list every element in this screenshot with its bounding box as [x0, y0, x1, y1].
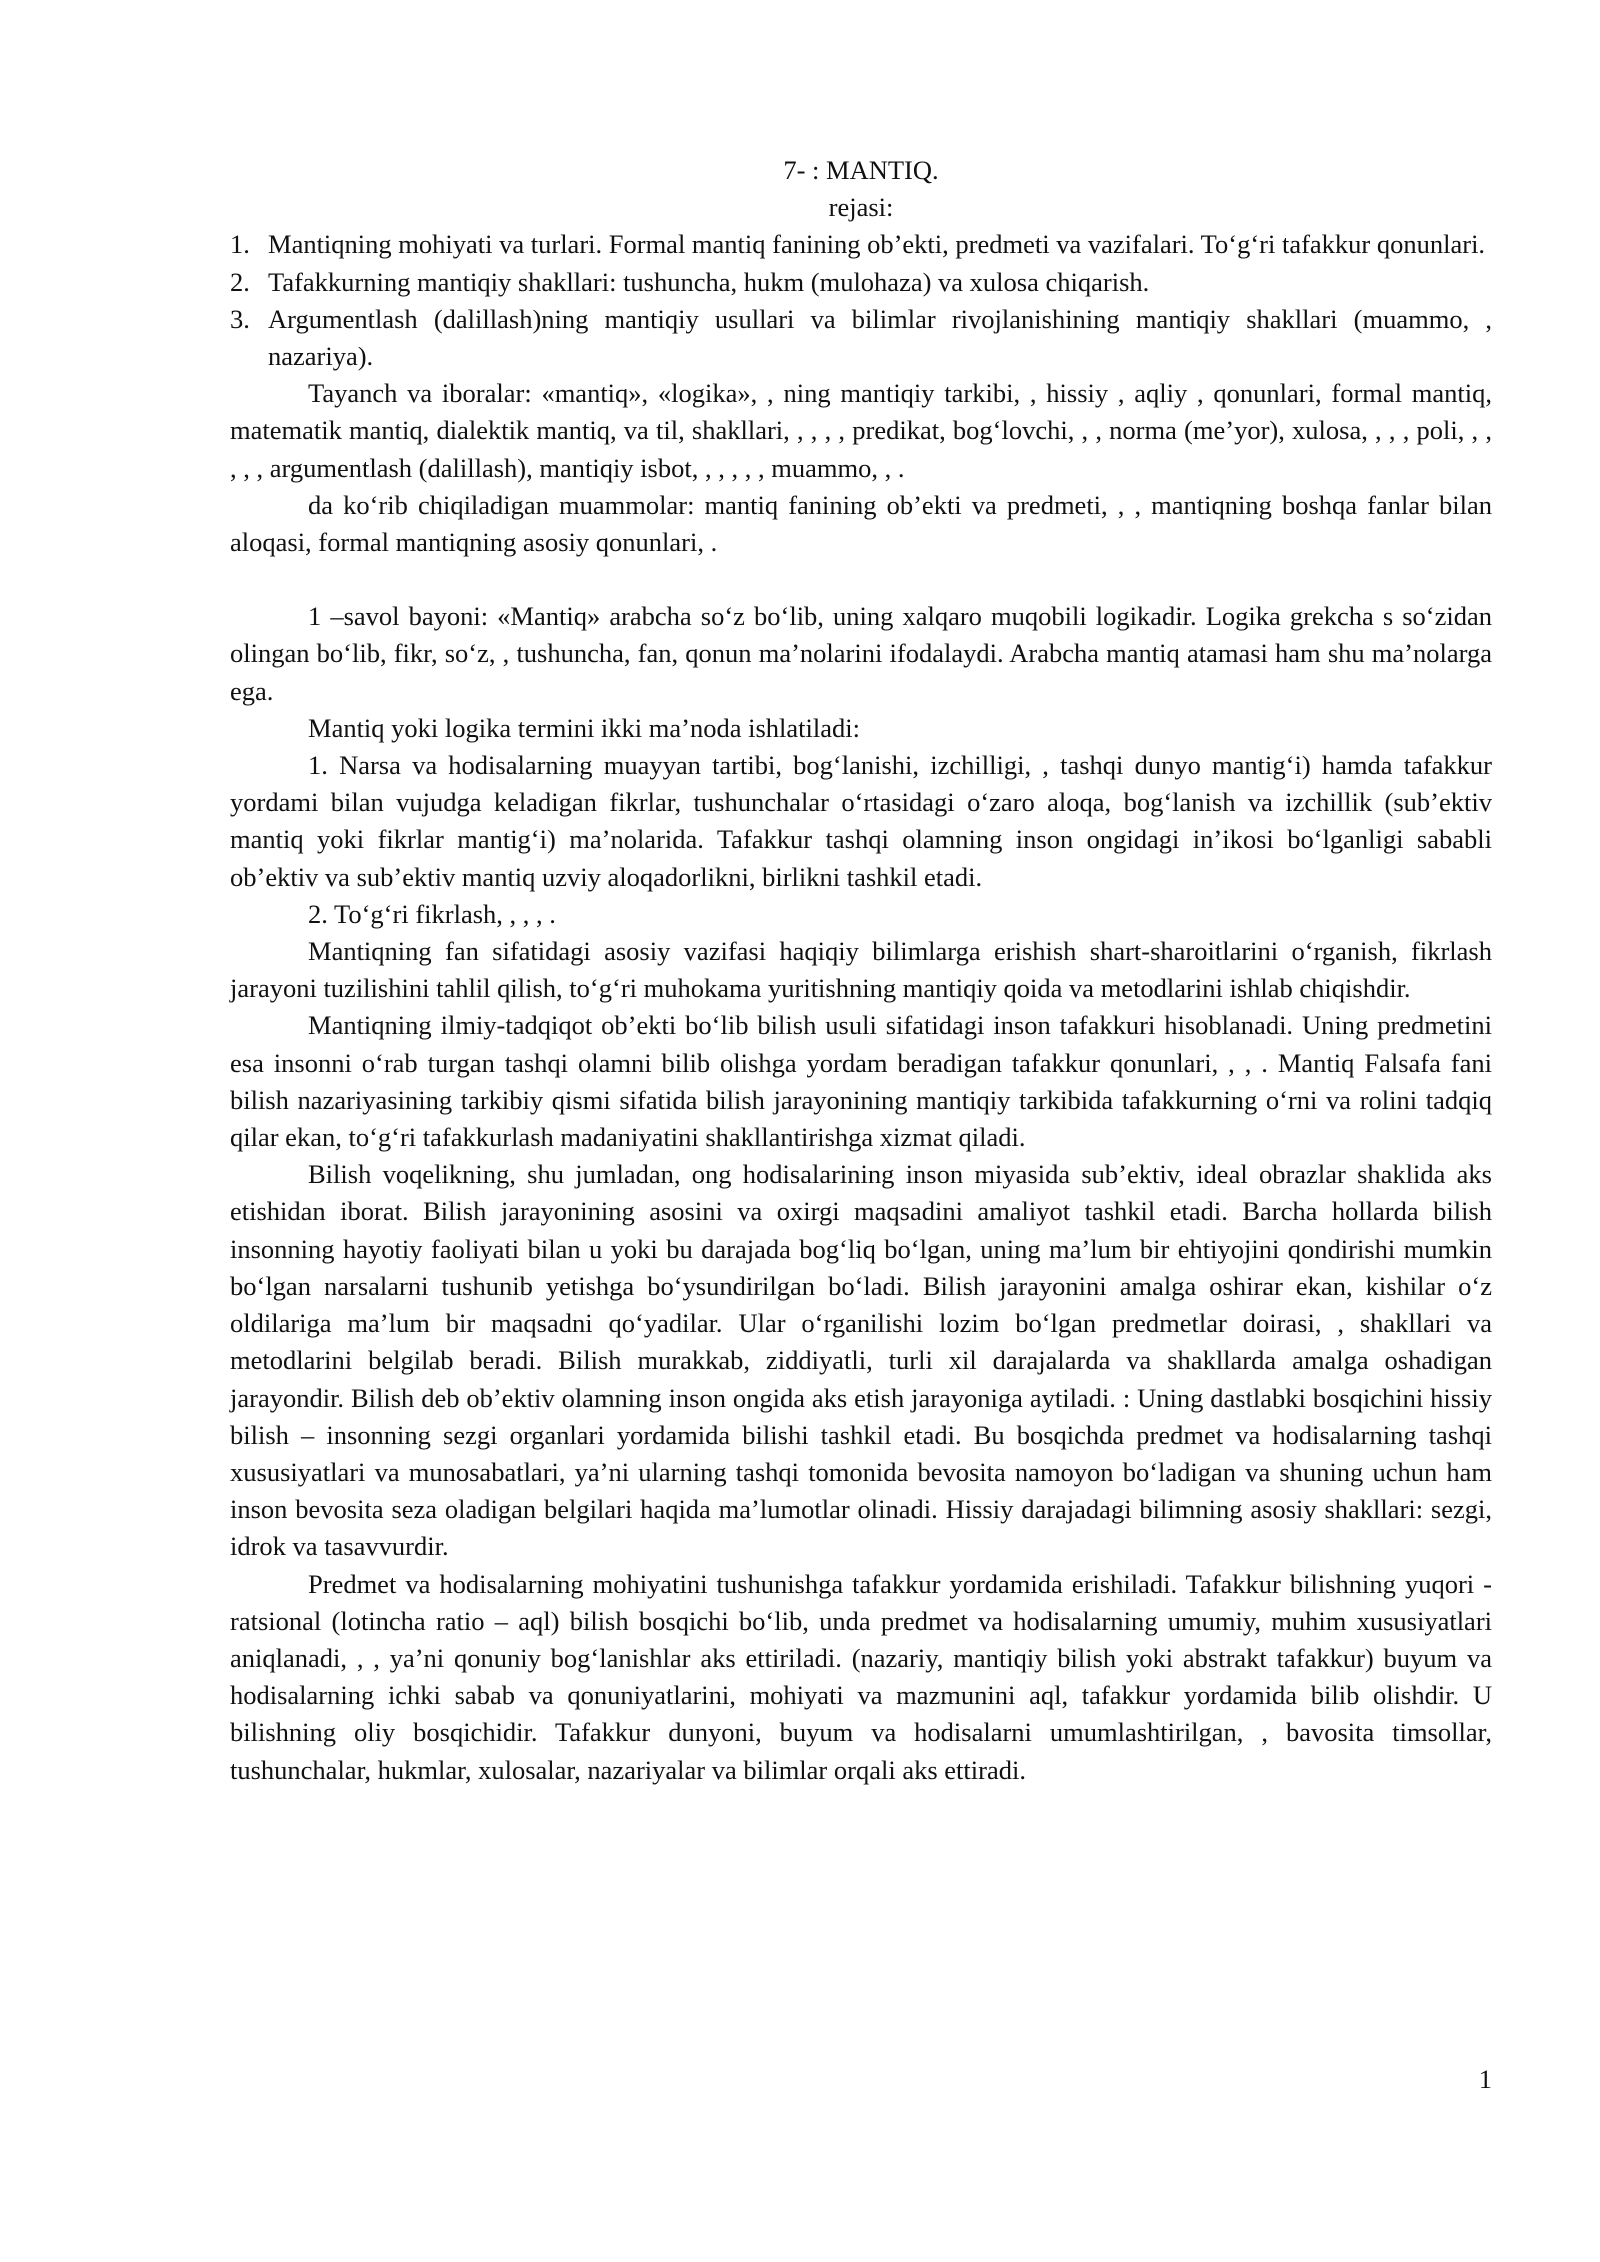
plan-item-number: 1.	[230, 229, 250, 260]
paragraph-spacer	[230, 561, 1492, 598]
plan-item-text: Mantiqning mohiyati va turlari. Formal mantiq fanining ob’ekti, predmeti va vazifalari. To‘g‘ri tafakkur qonunlari.	[268, 229, 1486, 260]
body-paragraph: 1. Narsa va hodisalarning muayyan tartibi, bog‘lanishi, izchilligi, , tashqi dunyo mantig‘i) hamda tafakkur yordami bilan vujudga keladigan fikrlar, tushunchalar o‘rtasidagi o‘zaro aloqa, bog‘lanish va izchillik (sub’ektiv mantiq yoki fikrlar mantig‘i) ma’nolarida. Tafakkur tashqi olamning inson ongidagi in’ikosi bo‘lganligi sababli ob’ektiv va sub’ektiv mantiq uzviy aloqadorlikni, birlikni tashkil etadi.	[230, 750, 1492, 892]
body-paragraph: 1 –savol bayoni: «Mantiq» arabcha so‘z bo‘lib, uning xalqaro muqobili logikadir. Logika grekcha s so‘zidan olingan bo‘lib, fikr, so‘z, , tushuncha, fan, qonun ma’nolarini ifodalaydi. Arabcha mantiq atamasi ham shu ma’nolarga ega.	[230, 601, 1492, 706]
plan-item	[230, 226, 1492, 263]
document-title: 7- : MANTIQ.	[783, 155, 939, 185]
plan-item-number: 2.	[230, 266, 250, 297]
keywords-paragraph: Tayanch va iboralar: «mantiq», «logika», , ning mantiqiy tarkibi, , hissiy , aqliy , qonunlari, formal mantiq, matematik mantiq, dialektik mantiq, va til, shakllari, , , , , predikat, bog‘lovchi, , , norma (me’yor), xulosa, , , , poli, , , , , , argumentlash (dalillash), mantiqiy isbot, , , , , , muammo, , .	[230, 378, 1492, 483]
body-paragraph: Mantiqning fan sifatidagi asosiy vazifasi haqiqiy bilimlarga erishish shart-sharoitlarini o‘rganish, fikrlash jarayoni tuzilishini tahlil qilish, to‘g‘ri muhokama yuritishning mantiqiy qoida va metodlarini ishlab chiqishdir.	[230, 936, 1492, 1004]
plan-heading: rejasi:	[828, 192, 894, 223]
body-paragraph: Mantiqning ilmiy-tadqiqot ob’ekti bo‘lib bilish usuli sifatidagi inson tafakkuri hisoblanadi. Uning predmetini esa insonni o‘rab turgan tashqi olamni bilib olishga yordam beradigan tafakkur qonunlari, , , . Mantiq Falsafa fani bilish nazariyasining tarkibiy qismi sifatida bilish jarayonining mantiqiy tarkibida tafakkurning o‘rni va rolini tadqiq qilar ekan, to‘g‘ri tafakkurlash madaniyatini shakllantirishga xizmat qiladi.	[230, 1010, 1492, 1153]
body-paragraph: Bilish voqelikning, shu jumladan, ong hodisalarining inson miyasida sub’ektiv, ideal obrazlar shaklida aks etishidan iborat. Bilish jarayonining asosini va oxirgi maqsadini amaliyot tashkil etadi. Barcha hollarda bilish insonning hayotiy faoliyati bilan u yoki bu darajada bog‘liq bo‘lgan, uning ma’lum bir ehtiyojini qondirishi mumkin bo‘lgan narsalarni tushunib yetishga bo‘ysundirilgan bo‘ladi. Bilish jarayonini amalga oshirar ekan, kishilar o‘z oldilariga ma’lum bir maqsadni qo‘yadilar. Ular o‘rganilishi lozim bo‘lgan predmetlar doirasi, , shakllari va metodlarini belgilab beradi. Bilish murakkab, ziddiyatli, turli xil darajalarda va shakllarda amalga oshadigan jarayondir. Bilish deb ob’ektiv olamning inson ongida aks etish jarayoniga aytiladi. : Uning dastlabki bosqichini hissiy bilish – insonning sezgi organlari yordamida bilishi tashkil etadi. Bu bosqichda predmet va hodisalarning tashqi xususiyatlari va munosabatlari, ya’ni ularning tashqi tomonida bevosita namoyon bo‘ladigan va shuning uchun ham inson bevosita seza oladigan belgilari haqida ma’lumotlar olinadi. Hissiy darajadagi bilimning asosiy shakllari: sezgi, idrok va tasavvurdir.	[230, 1159, 1492, 1562]
document-page	[230, 152, 1492, 1789]
plan-item	[230, 264, 1492, 301]
problems-paragraph: da ko‘rib chiqiladigan muammolar: mantiq fanining ob’ekti va predmeti, , , mantiqning boshqa fanlar bilan aloqasi, formal mantiqning asosiy qonunlari, .	[230, 489, 1492, 558]
plan-item-text: Tafakkurning mantiqiy shakllari: tushuncha, hukm (mulohaza) va xulosa chiqarish.	[268, 266, 1150, 297]
plan-item-number: 3.	[230, 303, 250, 334]
body-paragraph: Mantiq yoki logika termini ikki ma’noda ishlatiladi:	[308, 712, 860, 743]
plan-item	[230, 301, 1492, 375]
plan-item-text: Argumentlash (dalillash)ning mantiqiy usullari va bilimlar rivojlanishining mantiqiy shakllari (muammo, , nazariya).	[268, 303, 1492, 372]
plan-list	[230, 226, 1492, 375]
body-paragraph: 2. To‘g‘ri fikrlash, , , , .	[308, 898, 556, 929]
body-paragraph: Predmet va hodisalarning mohiyatini tushunishga tafakkur yordamida erishiladi. Tafakkur bilishning yuqori - ratsional (lotincha ratio – aql) bilish bosqichi bo‘lib, unda predmet va hodisalarning umumiy, muhim xususiyatlari aniqlanadi, , , ya’ni qonuniy bog‘lanishlar aks ettiriladi. (nazariy, mantiqiy bilish yoki abstrakt tafakkur) buyum va hodisalarning ichki sabab va qonuniyatlarini, mohiyati va mazmunini aql, tafakkur yordamida bilib olishdir. U bilishning oliy bosqichidir. Tafakkur dunyoni, buyum va hodisalarni umumlashtirilgan, , bavosita timsollar, tushunchalar, hukmlar, xulosalar, nazariyalar va bilimlar orqali aks ettiradi.	[230, 1568, 1492, 1785]
page-number: 1	[1478, 2064, 1492, 2094]
